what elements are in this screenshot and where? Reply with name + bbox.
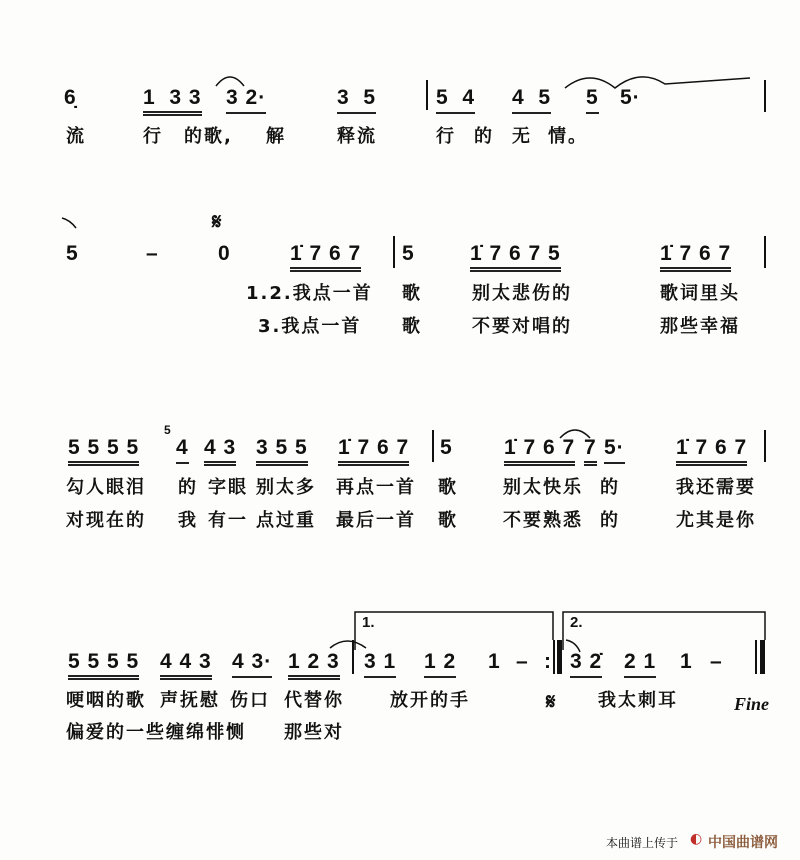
fine-marking: Fine xyxy=(734,694,770,714)
lyric: 再点一首 xyxy=(336,477,416,498)
lyric: 点过重 xyxy=(256,510,316,531)
lyric: 伤口 xyxy=(230,690,270,711)
barline xyxy=(426,80,428,110)
lyric: 代替你 xyxy=(284,690,344,711)
note-group: 1 2 3 xyxy=(288,650,340,680)
lyric: 放开的手 xyxy=(390,690,470,711)
note-group: 1̇ 7 6 7 xyxy=(338,436,409,466)
lyric: 我 xyxy=(178,510,198,531)
note: 1 xyxy=(488,650,501,673)
note: 0 xyxy=(218,242,231,265)
lyric: 我还需要 xyxy=(676,477,756,498)
lyric: 1.2.我点一首 xyxy=(246,283,373,304)
lyric: 的 xyxy=(600,477,620,498)
dash: – xyxy=(710,650,723,673)
note-group: 4 4 3 xyxy=(160,650,212,680)
note-group: 1 3 3 xyxy=(143,86,202,116)
segno-icon: 𝄋 xyxy=(546,690,556,715)
note-group: 4 3· xyxy=(232,650,272,678)
repeat-barline-thick xyxy=(557,640,562,674)
note-group: 5 4 xyxy=(436,86,475,114)
lyric: 无 xyxy=(512,126,532,147)
final-barline xyxy=(755,640,757,674)
lyric: 别太悲伤的 xyxy=(472,283,572,304)
note: 5 xyxy=(586,86,599,114)
lyric: 的 xyxy=(178,477,198,498)
note: 1 xyxy=(680,650,693,673)
lyric: 不要对唱的 xyxy=(472,316,572,337)
note-group: 1̇ 7 6 7 xyxy=(660,242,731,272)
lyric: 最后一首 xyxy=(336,510,416,531)
dash: – xyxy=(516,650,529,673)
segno-icon: 𝄋 xyxy=(212,210,222,235)
note-group: 1̇ 7 6 7 xyxy=(676,436,747,466)
note: 5 xyxy=(66,242,79,265)
note-group: 2 1 xyxy=(624,650,656,678)
lyric: 别太快乐 xyxy=(503,477,583,498)
lyric: 解 xyxy=(266,126,286,147)
note: 6̣ xyxy=(64,86,77,109)
barline xyxy=(352,640,354,674)
lyric: 释流 xyxy=(337,126,377,147)
grace-note: 5 xyxy=(164,423,171,437)
lyric: 那些对 xyxy=(284,722,344,743)
lyric: 歌 xyxy=(402,283,422,304)
note-group: 4 3 xyxy=(204,436,236,466)
final-barline-thick xyxy=(760,640,765,674)
note: 5· xyxy=(620,86,641,109)
lyric: 勾人眼泪 xyxy=(66,477,146,498)
lyric: 字眼 xyxy=(208,477,248,498)
lyric: 歌 xyxy=(438,477,458,498)
lyric: 流 xyxy=(66,126,86,147)
note: 4 xyxy=(176,436,189,464)
lyric: 对现在的 xyxy=(66,510,146,531)
note-group: 5 5 5 5 xyxy=(68,436,139,466)
barline xyxy=(764,236,766,268)
note-group: 1̇ 7 6 7 xyxy=(290,242,361,272)
dash: – xyxy=(146,242,159,265)
barline xyxy=(764,80,766,112)
site-logo: 中国曲谱网 xyxy=(708,835,778,851)
lyric: 歌 xyxy=(402,316,422,337)
site-logo-icon: ◐ xyxy=(690,831,703,847)
note-group: 3 5 xyxy=(337,86,376,114)
volta-2-label: 2. xyxy=(570,614,583,631)
lyric: 声抚慰 xyxy=(160,690,220,711)
lyric: 尤其是你 xyxy=(676,510,756,531)
lyric: 的 xyxy=(600,510,620,531)
note: 5 xyxy=(440,436,453,459)
barline xyxy=(764,430,766,462)
lyric: 行 xyxy=(143,126,163,147)
lyric: 的歌, xyxy=(184,126,233,147)
lyric: 歌词里头 xyxy=(660,283,740,304)
upload-note: 本曲谱上传于 xyxy=(606,836,679,850)
note-group: 4 5 xyxy=(512,86,551,114)
note: 5 xyxy=(402,242,415,265)
lyric: 偏爱的一些缠绵悱恻 xyxy=(66,722,246,743)
note-group: 1 2 xyxy=(424,650,456,678)
note-group: 3 5 5 xyxy=(256,436,308,466)
note: 7 xyxy=(584,436,597,466)
repeat-dots: : xyxy=(544,650,552,673)
note-group: 3 2̇ xyxy=(570,650,602,678)
note-group: 5 5 5 5 xyxy=(68,650,139,680)
barline xyxy=(432,430,434,462)
lyric: 歌 xyxy=(438,510,458,531)
lyric: 别太多 xyxy=(256,477,316,498)
lyric: 情。 xyxy=(548,126,588,147)
lyric: 不要熟悉 xyxy=(503,510,583,531)
lyric: 有一 xyxy=(208,510,248,531)
lyric: 3.我点一首 xyxy=(258,316,362,337)
lyric: 哽咽的歌 xyxy=(66,690,146,711)
lyric: 那些幸福 xyxy=(660,316,740,337)
note-group: 3 2· xyxy=(226,86,266,114)
barline xyxy=(393,236,395,268)
lyric: 我太刺耳 xyxy=(598,690,678,711)
volta-1-label: 1. xyxy=(362,614,375,631)
note-group: 3 1 xyxy=(364,650,396,678)
repeat-barline xyxy=(553,640,555,674)
note-group: 1̇ 7 6 7 5 xyxy=(470,242,561,272)
lyric: 行 xyxy=(436,126,456,147)
note: 5· xyxy=(604,436,625,464)
lyric: 的 xyxy=(474,126,494,147)
note-group: 1̇ 7 6 7 xyxy=(504,436,575,466)
